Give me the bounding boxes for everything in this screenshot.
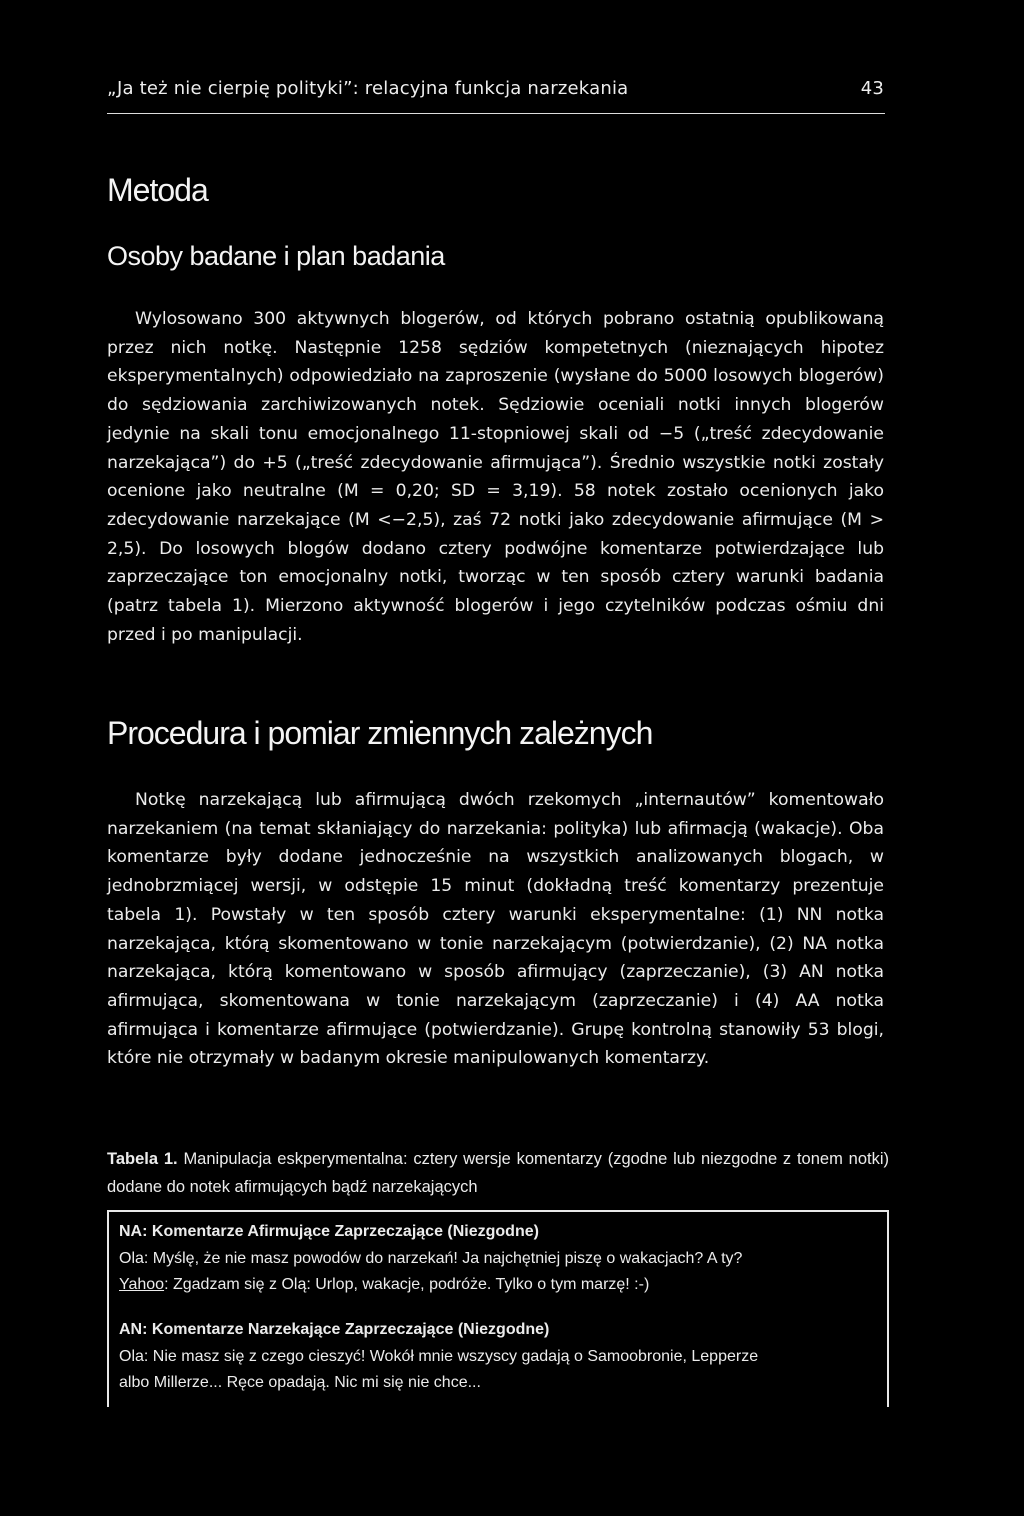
page-number: 43 xyxy=(860,78,884,99)
table-caption-label: Tabela 1. xyxy=(107,1150,178,1168)
subsection-heading-subjects: Osoby badane i plan badania xyxy=(107,241,445,271)
section-heading-procedure: Procedura i pomiar zmiennych zależnych xyxy=(107,715,653,751)
section-heading-method: Metoda xyxy=(107,172,208,208)
comment-ola-na: Ola: Myślę, że nie masz powodów do narzekań! Ja najchętniej piszę o wakacjach? A ty? xyxy=(119,1249,743,1267)
header-rule xyxy=(107,113,885,114)
paragraph-procedure: Notkę narzekającą lub afirmującą dwóch rzekomych „internautów” komentowało narzekaniem (na temat skłaniający do narzekania: polityka) lub afirmacją (wakacje). Oba komentarze były dodane jednocześnie na wszystkich analizowanych blogach, w jednobrzmiącej wersji, w odstępie 15 minut (dokładną treść komentarzy prezentuje tabela 1). Powstały w ten sposób cztery warunki eksperymentalne: (1) NN notka narzekająca, którą skomentowano w tonie narzekającym (potwierdzanie), (2) NA notka narzekająca, którą komentowano w sposób afirmujący (zaprzeczanie), (3) AN notka afirmująca, skomentowana w tonie narzekającym (zaprzeczanie) i (4) AA notka afirmująca i komentarze afirmujące (potwierdzanie). Grupę kontrolną stanowiły 53 blogi, które nie otrzymały w badanym okresie manipulowanych komentarzy. xyxy=(107,790,884,1069)
comments-table xyxy=(107,1210,889,1407)
section-an-title: AN: Komentarze Narzekające Zaprzeczające (Niezgodne) xyxy=(119,1321,550,1338)
paragraph-subjects: Wylosowano 300 aktywnych blogerów, od których pobrano ostatnią opublikowaną przez nich notkę. Następnie 1258 sędziów kompetetnych (nieznających hipotez eksperymentalnych) odpowiedziało na zaproszenie (wysłane do 5000 losowych blogerów) do sędziowania zarchiwizowanych notek. Sędziowie oceniali notki innych blogerów jedynie na skali tonu emocjonalnego 11-stopniowej skali od −5 („treść zdecydowanie narzekająca”) do +5 („treść zdecydowanie afirmująca”). Średnio wszystkie notki zostały ocenione jako neutralne (M = 0,20; SD = 3,19). 58 notek zostało ocenionych jako zdecydowanie narzekające (M <−2,5), zaś 72 notki jako zdecydowanie afirmujące (M > 2,5). Do losowych blogów dodano cztery podwójne komentarze potwierdzające lub zaprzeczające ton emocjonalny notki, tworząc w ten sposób cztery warunki badania (patrz tabela 1). Mierzono aktywność blogerów i jego czytelników podczas ośmiu dni przed i po manipulacji. xyxy=(107,309,884,645)
comment-yahoo-na xyxy=(119,1272,884,1299)
running-title: „Ja też nie cierpię polityki”: relacyjna funkcja narzekania xyxy=(107,78,629,99)
table-section-an xyxy=(119,1317,884,1397)
comment-yahoo-text: : Zgadzam się z Olą: Urlop, wakacje, podróże. Tylko o tym marzę! :-) xyxy=(164,1276,650,1293)
comment-ola-an-line1: Ola: Nie masz się z czego cieszyć! Wokół mnie wszyscy gadają o Samoobronie, Lepperze xyxy=(119,1347,759,1365)
table-section-na xyxy=(119,1219,884,1299)
speaker-yahoo: Yahoo xyxy=(119,1276,165,1293)
comment-ola-an-line2: albo Millerze... Ręce opadają. Nic mi się nie chce... xyxy=(119,1374,481,1391)
table-caption-text: Manipulacja eskperymentalna: cztery wersje komentarzy (zgodne lub niezgodne z tonem notki) dodane do notek afirmujących bądź narzekających xyxy=(107,1150,889,1196)
running-header xyxy=(107,78,884,99)
section-na-title: NA: Komentarze Afirmujące Zaprzeczające (Niezgodne) xyxy=(119,1223,539,1240)
table-caption xyxy=(107,1145,889,1201)
